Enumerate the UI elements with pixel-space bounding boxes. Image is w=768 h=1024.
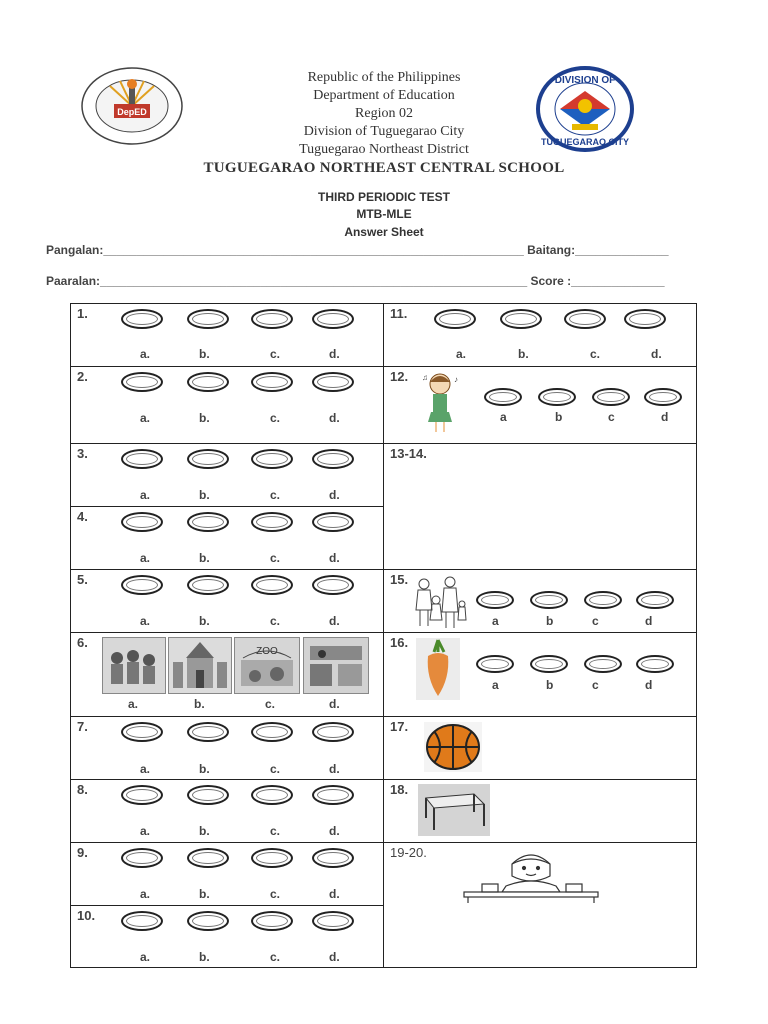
q8-option-a-label: a. <box>140 824 151 838</box>
q3-option-c-label: c. <box>270 488 281 502</box>
q8-option-a-bubble[interactable] <box>121 785 163 805</box>
q8-option-c-label: c. <box>270 824 281 838</box>
q9-option-c-bubble[interactable] <box>251 848 293 868</box>
q7-option-c-label: c. <box>270 762 281 776</box>
q9-option-d-label: d. <box>329 887 340 901</box>
q15-option-a-label: a <box>492 614 499 628</box>
question-number: 2. <box>77 369 88 384</box>
q15-option-b-bubble[interactable] <box>530 591 568 609</box>
q3-option-d-label: d. <box>329 488 340 502</box>
q2-option-d-label: d. <box>329 411 340 425</box>
question-number: 5. <box>77 572 88 587</box>
table-divider <box>383 303 384 968</box>
right-logo-bottom-text: TUGUEGARAO CITY <box>540 137 630 147</box>
q1-option-c-label: c. <box>270 347 281 361</box>
q5-option-b-bubble[interactable] <box>187 575 229 595</box>
sheet-title: Answer Sheet <box>344 225 424 239</box>
q10-option-d-label: d. <box>329 950 340 964</box>
q2-option-c-label: c. <box>270 411 281 425</box>
question-number: 16. <box>390 635 409 650</box>
q9-option-c-label: c. <box>270 887 281 901</box>
row-line <box>70 506 383 507</box>
q10-option-b-bubble[interactable] <box>187 911 229 931</box>
header-line-republic: Republic of the Philippines <box>307 70 461 85</box>
svg-text:♪: ♪ <box>454 375 458 384</box>
row-line <box>70 716 383 717</box>
table-border-bottom <box>70 967 697 968</box>
row-line <box>383 632 696 633</box>
logo-center-text: DepED <box>117 107 147 117</box>
q8-option-c-bubble[interactable] <box>251 785 293 805</box>
q15-option-a-bubble[interactable] <box>476 591 514 609</box>
question-number: 12. <box>390 369 409 384</box>
question-number: 9. <box>77 845 88 860</box>
q18-table-picture <box>418 784 490 836</box>
q8-option-b-label: b. <box>199 824 210 838</box>
question-number: 4. <box>77 509 88 524</box>
question-number: 11. <box>390 306 408 321</box>
q11-option-b-label: b. <box>518 347 529 361</box>
q7-option-d-label: d. <box>329 762 340 776</box>
q11-option-a-bubble[interactable] <box>434 309 476 329</box>
question-number: 19-20. <box>390 845 427 860</box>
q9-option-b-label: b. <box>199 887 210 901</box>
q16-option-c-label: c <box>592 678 599 692</box>
q6-option-a-picture <box>102 637 166 694</box>
q12-option-d-bubble[interactable] <box>644 388 682 406</box>
header-line-division: Division of Tuguegarao City <box>303 124 465 139</box>
q2-option-c-bubble[interactable] <box>251 372 293 392</box>
q3-option-a-label: a. <box>140 488 151 502</box>
question-number: 3. <box>77 446 88 461</box>
q2-option-d-bubble[interactable] <box>312 372 354 392</box>
right-logo-top-text: DIVISION OF <box>554 75 616 86</box>
q11-option-b-bubble[interactable] <box>500 309 542 329</box>
q2-option-a-label: a. <box>140 411 151 425</box>
q16-option-b-label: b <box>546 678 554 692</box>
q10-option-d-bubble[interactable] <box>312 911 354 931</box>
q11-option-c-bubble[interactable] <box>564 309 606 329</box>
row-line <box>70 366 383 367</box>
q2-option-a-bubble[interactable] <box>121 372 163 392</box>
q9-option-b-bubble[interactable] <box>187 848 229 868</box>
header-line-district: Tuguegarao Northeast District <box>299 142 469 157</box>
q5-option-a-bubble[interactable] <box>121 575 163 595</box>
q6-option-b-label: b. <box>194 697 205 711</box>
school-name: TUGUEGARAO NORTHEAST CENTRAL SCHOOL <box>203 160 565 176</box>
q11-option-c-label: c. <box>590 347 601 361</box>
header-line-deped: Department of Education <box>313 88 455 103</box>
q3-option-b-bubble[interactable] <box>187 449 229 469</box>
q5-option-d-label: d. <box>329 614 340 628</box>
q12-option-c-bubble[interactable] <box>592 388 630 406</box>
row-line <box>70 779 383 780</box>
q5-option-a-label: a. <box>140 614 151 628</box>
q1-option-b-bubble[interactable] <box>187 309 229 329</box>
q6-option-c-picture <box>234 637 300 694</box>
q4-option-d-bubble[interactable] <box>312 512 354 532</box>
q6-option-d-label: d. <box>329 697 340 711</box>
q10-option-a-bubble[interactable] <box>121 911 163 931</box>
q5-option-c-label: c. <box>270 614 281 628</box>
q1-option-d-bubble[interactable] <box>312 309 354 329</box>
q9-option-d-bubble[interactable] <box>312 848 354 868</box>
q1-option-a-bubble[interactable] <box>121 309 163 329</box>
question-number: 6. <box>77 635 88 650</box>
test-title: THIRD PERIODIC TEST <box>317 190 450 204</box>
q12-option-a-bubble[interactable] <box>484 388 522 406</box>
row-line <box>70 905 383 906</box>
q5-option-b-label: b. <box>199 614 210 628</box>
school-score-field[interactable]: Paaralan:________________________________________________________________ Score :______________ <box>46 274 665 288</box>
svg-text:ZOO: ZOO <box>256 646 278 657</box>
q7-option-b-label: b. <box>199 762 210 776</box>
table-border-left <box>70 303 71 968</box>
row-line <box>70 842 383 843</box>
q1-option-a-label: a. <box>140 347 151 361</box>
row-line <box>383 716 696 717</box>
q15-option-d-label: d <box>645 614 653 628</box>
row-line <box>383 366 696 367</box>
q15-option-b-label: b <box>546 614 554 628</box>
q10-option-a-label: a. <box>140 950 151 964</box>
q16-option-b-bubble[interactable] <box>530 655 568 673</box>
q17-basketball-picture <box>424 722 482 772</box>
q3-option-d-bubble[interactable] <box>312 449 354 469</box>
q15-option-c-label: c <box>592 614 599 628</box>
q16-option-c-bubble[interactable] <box>584 655 622 673</box>
q15-option-c-bubble[interactable] <box>584 591 622 609</box>
row-line <box>383 842 696 843</box>
q16-option-a-bubble[interactable] <box>476 655 514 673</box>
q1-option-b-label: b. <box>199 347 210 361</box>
q19-girl-at-desk-picture <box>462 846 600 904</box>
q10-option-c-bubble[interactable] <box>251 911 293 931</box>
q11-option-d-label: d. <box>651 347 662 361</box>
row-line <box>383 779 696 780</box>
q6-option-c-label: c. <box>265 697 276 711</box>
row-line <box>383 569 696 570</box>
q7-option-c-bubble[interactable] <box>251 722 293 742</box>
q12-option-c-label: c <box>608 410 615 424</box>
q10-option-c-label: c. <box>270 950 281 964</box>
q6-option-d-picture <box>303 637 369 694</box>
q12-girl-singing-picture <box>418 370 464 436</box>
q15-option-d-bubble[interactable] <box>636 591 674 609</box>
q16-carrot-picture <box>416 638 460 700</box>
q7-option-a-bubble[interactable] <box>121 722 163 742</box>
question-number: 17. <box>390 719 409 734</box>
q4-option-b-label: b. <box>199 551 210 565</box>
q11-option-a-label: a. <box>456 347 467 361</box>
name-grade-field[interactable]: Pangalan:_______________________________________________________________ Baitang:______________ <box>46 243 669 257</box>
q1-option-c-bubble[interactable] <box>251 309 293 329</box>
q11-option-d-bubble[interactable] <box>624 309 666 329</box>
question-number: 13-14. <box>390 446 427 461</box>
q4-option-d-label: d. <box>329 551 340 565</box>
header-line-region: Region 02 <box>355 106 413 121</box>
q4-option-b-bubble[interactable] <box>187 512 229 532</box>
q3-option-b-label: b. <box>199 488 210 502</box>
question-number: 1. <box>77 306 88 321</box>
q12-option-d-label: d <box>661 410 669 424</box>
q12-option-b-bubble[interactable] <box>538 388 576 406</box>
q2-option-b-label: b. <box>199 411 210 425</box>
question-number: 7. <box>77 719 88 734</box>
q15-family-picture <box>410 574 468 630</box>
q16-option-d-bubble[interactable] <box>636 655 674 673</box>
q8-option-b-bubble[interactable] <box>187 785 229 805</box>
q7-option-d-bubble[interactable] <box>312 722 354 742</box>
q5-option-d-bubble[interactable] <box>312 575 354 595</box>
row-line <box>70 443 383 444</box>
question-number: 8. <box>77 782 88 797</box>
row-line <box>383 443 696 444</box>
q4-option-c-bubble[interactable] <box>251 512 293 532</box>
q16-option-a-label: a <box>492 678 499 692</box>
q10-option-b-label: b. <box>199 950 210 964</box>
q7-option-a-label: a. <box>140 762 151 776</box>
svg-text:♫: ♫ <box>422 373 428 382</box>
row-line <box>70 569 383 570</box>
question-number: 10. <box>77 908 96 923</box>
table-border-top <box>70 303 697 304</box>
row-line <box>70 632 383 633</box>
q9-option-a-bubble[interactable] <box>121 848 163 868</box>
q8-option-d-bubble[interactable] <box>312 785 354 805</box>
q12-option-b-label: b <box>555 410 563 424</box>
q3-option-a-bubble[interactable] <box>121 449 163 469</box>
q2-option-b-bubble[interactable] <box>187 372 229 392</box>
q4-option-a-bubble[interactable] <box>121 512 163 532</box>
q6-option-b-picture <box>168 637 232 694</box>
q5-option-c-bubble[interactable] <box>251 575 293 595</box>
q4-option-a-label: a. <box>140 551 151 565</box>
q3-option-c-bubble[interactable] <box>251 449 293 469</box>
q16-option-d-label: d <box>645 678 653 692</box>
q7-option-b-bubble[interactable] <box>187 722 229 742</box>
q12-option-a-label: a <box>500 410 507 424</box>
question-number: 18. <box>390 782 409 797</box>
q9-option-a-label: a. <box>140 887 151 901</box>
q8-option-d-label: d. <box>329 824 340 838</box>
subject-title: MTB-MLE <box>356 207 412 221</box>
table-border-right <box>696 303 697 968</box>
q6-option-a-label: a. <box>128 697 139 711</box>
question-number: 15. <box>390 572 409 587</box>
q4-option-c-label: c. <box>270 551 281 565</box>
q1-option-d-label: d. <box>329 347 340 361</box>
